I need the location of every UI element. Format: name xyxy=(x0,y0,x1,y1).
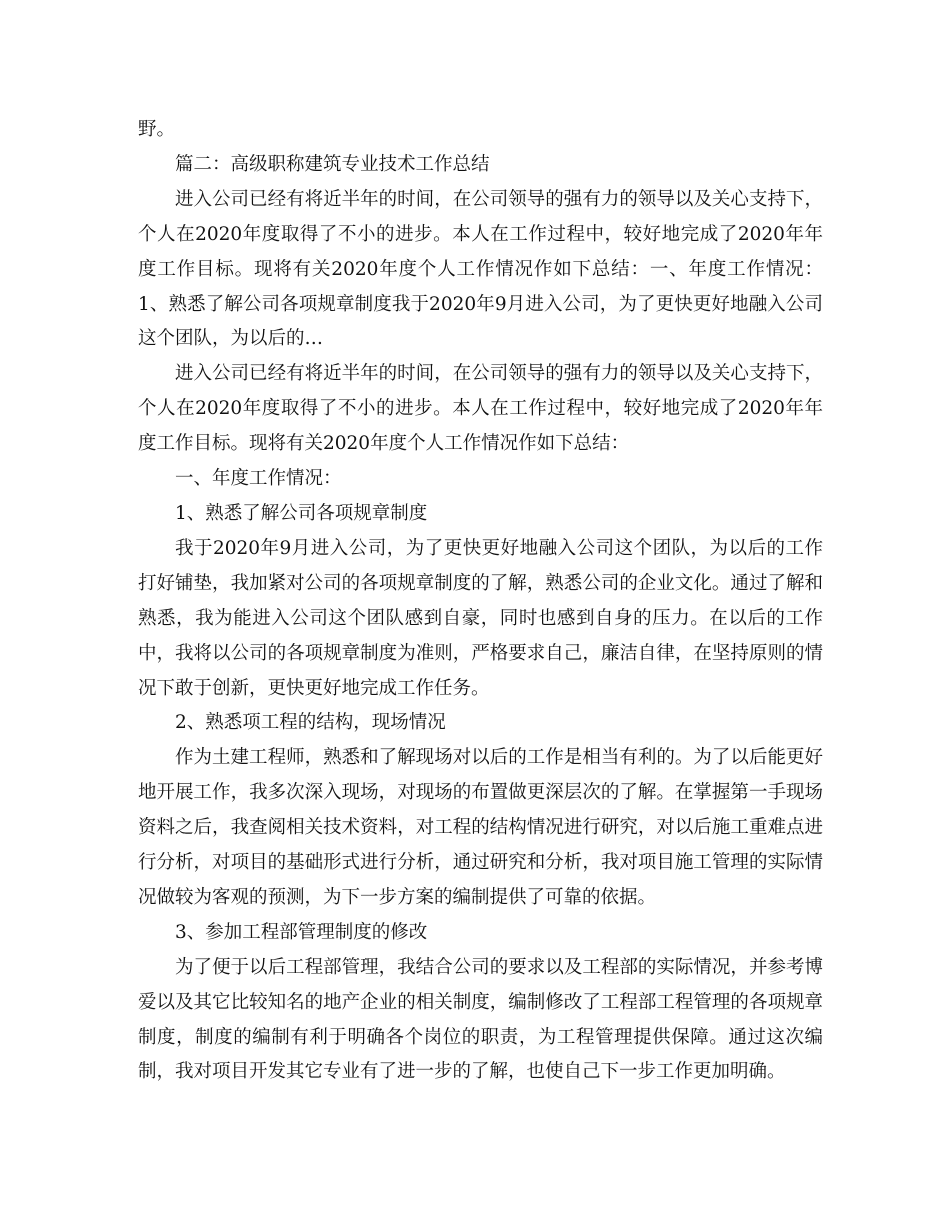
summary-paragraph: 进入公司已经有将近半年的时间，在公司领导的强有力的领导以及关心支持下，个人在2020年度取得了不小的进步。本人在工作过程中，较好地完成了2020年年度工作目标。现将有关2020年度个人工作情况作如下总结：一、年度工作情况：1、熟悉了解公司各项规章制度我于2020年9月进入公司，为了更快更好地融入公司这个团队，为以后的… xyxy=(138,188,823,350)
heading-item-2: 2、熟悉项工程的结构，现场情况 xyxy=(175,712,446,734)
paragraph-continuation: 野。 xyxy=(138,119,176,140)
body-paragraph-3: 为了便于以后工程部管理，我结合公司的要求以及工程部的实际情况，并参考博爱以及其它比较知名的地产企业的相关制度，编制修改了工程部工程管理的各项规章制度，制度的编制有利于明确各个岗位的职责，为工程管理提供保障。通过这次编制，我对项目开发其它专业有了进一步的了解，也使自己下一步工作更加明确。 xyxy=(138,956,823,1083)
body-paragraph-2: 作为土建工程师，熟悉和了解现场对以后的工作是相当有利的。为了以后能更好地开展工作，我多次深入现场，对现场的布置做更深层次的了解。在掌握第一手现场资料之后，我查阅相关技术资料，对工程的结构情况进行研究，对以后施工重难点进行分析，对项目的基础形式进行分析，通过研究和分析，我对项目施工管理的实际情况做较为客观的预测，为下一步方案的编制提供了可靠的依据。 xyxy=(138,747,823,908)
body-paragraph-1: 我于2020年9月进入公司，为了更快更好地融入公司这个团队，为以后的工作打好铺垫，我加紧对公司的各项规章制度的了解，熟悉公司的企业文化。通过了解和熟悉，我为能进入公司这个团队感到自豪，同时也感到自身的压力。在以后的工作中，我将以公司的各项规章制度为准则，严格要求自己，廉洁自律，在坚持原则的情况下敢于创新，更快更好地完成工作任务。 xyxy=(138,537,823,699)
document-body xyxy=(138,113,823,1090)
intro-paragraph: 进入公司已经有将近半年的时间，在公司领导的强有力的领导以及关心支持下，个人在2020年度取得了不小的进步。本人在工作过程中，较好地完成了2020年年度工作目标。现将有关2020年度个人工作情况作如下总结： xyxy=(138,363,823,455)
heading-annual-work: 一、年度工作情况： xyxy=(175,468,342,490)
heading-item-3: 3、参加工程部管理制度的修改 xyxy=(175,921,428,943)
heading-item-1: 1、熟悉了解公司各项规章制度 xyxy=(175,502,428,524)
section-title: 篇二：高级职称建筑专业技术工作总结 xyxy=(175,153,490,175)
